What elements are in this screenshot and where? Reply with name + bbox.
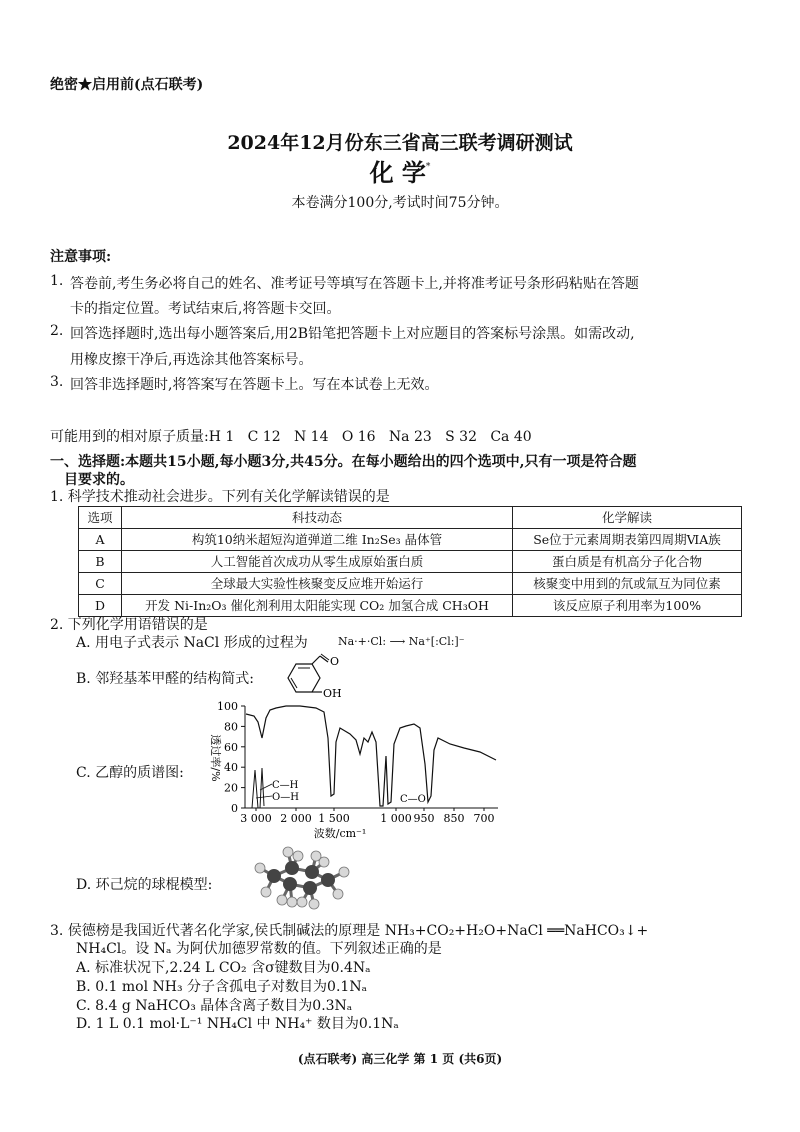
x-tick-label: 3 000	[240, 812, 272, 825]
cell-reading: 蛋白质是有机高分子化合物	[513, 551, 742, 573]
table-row	[79, 529, 742, 551]
header-cell: 科技动态	[122, 507, 513, 529]
x-tick-label: 1 500	[318, 812, 350, 825]
table-row	[79, 573, 742, 595]
notes-heading: 注意事项:	[50, 249, 112, 265]
y-tick-label: 100	[217, 700, 238, 713]
spectrum-curve	[246, 706, 496, 806]
q3-line2: NH₄Cl。设 Nₐ 为阿伏加德罗常数的值。下列叙述正确的是	[76, 941, 442, 957]
note-line: 卡的指定位置。考试结束后,将答题卡交回。	[70, 301, 341, 317]
y-tick-label: 80	[224, 720, 238, 734]
nacl-electron-formula: Na·+·Cl: ⟶ Na⁺[:Cl:]⁻	[338, 635, 465, 648]
x-tick-label: 1 000	[380, 812, 412, 825]
page-footer: (点石联考) 高三化学 第 1 页 (共6页)	[297, 1052, 503, 1066]
cyclohexane-model	[240, 842, 360, 912]
q2-option-c: C. 乙醇的质谱图:	[76, 765, 184, 781]
note-line: 用橡皮擦干净后,再选涂其他答案标号。	[70, 352, 313, 368]
note-num: 3.	[50, 374, 64, 390]
note-line: 答卷前,考生务必将自己的姓名、准考证号等填写在答题卡上,并将准考证号条形码粘贴在答题	[70, 276, 639, 292]
cell-news: 全球最大实验性核聚变反应堆开始运行	[122, 573, 513, 595]
cell-reading: Se位于元素周期表第四周期ⅥA族	[513, 529, 742, 551]
note-line: 回答选择题时,选出每小题答案后,用2B铅笔把答题卡上对应题目的答案标号涂黑。如需改动,	[70, 326, 635, 342]
section1-line2: 目要求的。	[64, 472, 134, 488]
q1-table	[78, 506, 742, 617]
x-tick-label: 950	[413, 812, 435, 825]
salicylaldehyde-structure	[282, 652, 352, 698]
x-tick-label: 850	[443, 812, 465, 825]
q2-option-d: D. 环己烷的球棍模型:	[76, 877, 213, 893]
cell-option: D	[79, 595, 122, 617]
q2-stem: 2. 下列化学用语错误的是	[50, 617, 208, 633]
secret-label: 绝密★启用前(点石联考)	[50, 77, 204, 93]
q2-option-a: A. 用电子式表示 NaCl 形成的过程为	[76, 635, 308, 651]
ir-spectrum-chart	[200, 698, 500, 840]
q3-option-d: D. 1 L 0.1 mol·L⁻¹ NH₄Cl 中 NH₄⁺ 数目为0.1Nₐ	[76, 1016, 399, 1032]
section1-line1: 一、选择题:本题共15小题,每小题3分,共45分。在每小题给出的四个选项中,只有一项是符合题	[50, 454, 637, 470]
annotation-ch: C—H	[272, 780, 299, 791]
table-row	[79, 551, 742, 573]
cell-news: 开发 Ni-In₂O₃ 催化剂利用太阳能实现 CO₂ 加氢合成 CH₃OH	[122, 595, 513, 617]
q3-line1: 3. 侯德榜是我国近代著名化学家,侯氏制碱法的原理是 NH₃+CO₂+H₂O+NaCl ══NaHCO₃↓+	[50, 923, 649, 939]
y-tick-label: 0	[231, 802, 238, 815]
cell-news: 构筑10纳米超短沟道弹道二维 In₂Se₃ 晶体管	[122, 529, 513, 551]
note-num: 2.	[50, 323, 64, 339]
cell-news: 人工智能首次成功从零生成原始蛋白质	[122, 551, 513, 573]
exam-title: 2024年12月份东三省高三联考调研测试	[227, 132, 573, 154]
exam-info: 本卷满分100分,考试时间75分钟。	[291, 195, 509, 211]
q1-stem: 1. 科学技术推动社会进步。下列有关化学解读错误的是	[50, 489, 390, 505]
q3-option-a: A. 标准状况下,2.24 L CO₂ 含σ键数目为0.4Nₐ	[76, 960, 371, 976]
table-header-row	[79, 507, 742, 529]
atomic-masses: 可能用到的相对原子质量:H 1 C 12 N 14 O 16 Na 23 S 32 Ca 40	[50, 429, 532, 445]
aldehyde-o-label: O	[330, 655, 340, 668]
cell-option: C	[79, 573, 122, 595]
y-axis-label: 透过率/%	[209, 734, 222, 782]
annotation-oh: O—H	[272, 792, 299, 803]
header-cell: 选项	[79, 507, 122, 529]
cell-reading: 该反应原子利用率为100%	[513, 595, 742, 617]
q3-option-b: B. 0.1 mol NH₃ 分子含孤电子对数目为0.1Nₐ	[76, 979, 367, 995]
note-line: 回答非选择题时,将答案写在答题卡上。写在本试卷上无效。	[70, 377, 439, 393]
cell-option: A	[79, 529, 122, 551]
hydroxyl-label: OH	[323, 687, 342, 698]
x-axis-label: 波数/cm⁻¹	[313, 827, 367, 840]
note-num: 1.	[50, 273, 64, 289]
annotation-co: C—O	[400, 794, 426, 805]
q2-option-b: B. 邻羟基苯甲醛的结构简式:	[76, 671, 254, 687]
q3-option-c: C. 8.4 g NaHCO₃ 晶体含离子数目为0.3Nₐ	[76, 998, 353, 1014]
y-tick-label: 40	[224, 761, 238, 775]
x-tick-label: 2 000	[280, 812, 312, 825]
subject-title: 化 学*	[369, 158, 431, 187]
cell-reading: 核聚变中用到的氘或氚互为同位素	[513, 573, 742, 595]
y-tick-label: 60	[224, 740, 238, 754]
cell-option: B	[79, 551, 122, 573]
header-cell: 化学解读	[513, 507, 742, 529]
x-tick-label: 700	[473, 812, 495, 825]
y-tick-label: 20	[224, 781, 238, 795]
